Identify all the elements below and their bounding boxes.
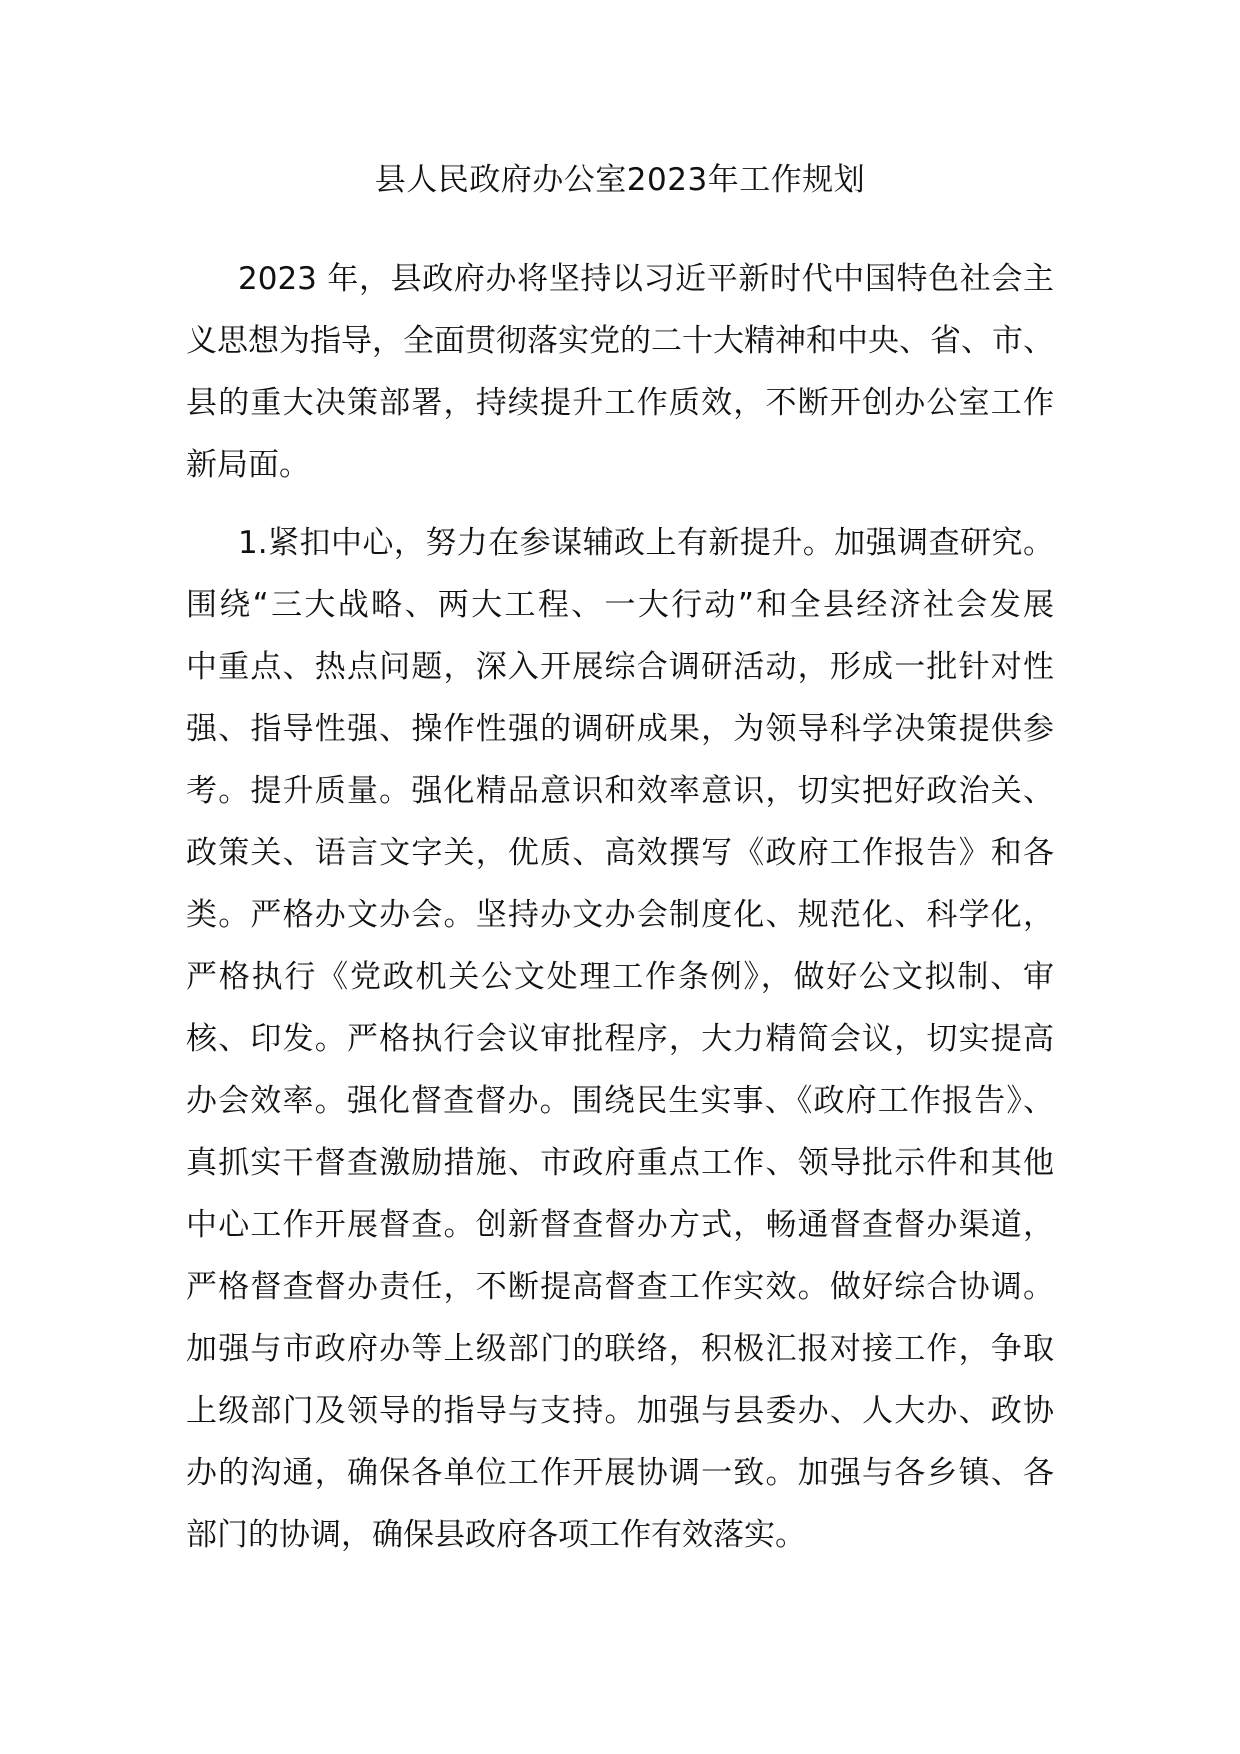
paragraph-line: 加强与市政府办等上级部门的联络，积极汇报对接工作，争取 [186,1331,1054,1367]
paragraph-gap [186,496,1054,512]
paragraph-line: 真抓实干督查激励措施、市政府重点工作、领导批示件和其他 [186,1145,1054,1181]
paragraph-line: 1.紧扣中心，努力在参谋辅政上有新提升。加强调查研究。 [238,525,1054,561]
document-title: 县人民政府办公室2023年工作规划 [374,162,866,198]
paragraph-line: 办会效率。强化督查督办。围绕民生实事、《政府工作报告》、 [186,1083,1054,1119]
paragraph-line: 义思想为指导，全面贯彻落实党的二十大精神和中央、省、市、 [186,323,1054,359]
paragraph-line: 严格执行《党政机关公文处理工作条例》，做好公文拟制、审 [186,959,1054,995]
paragraph-line: 围绕“三大战略、两大工程、一大行动”和全县经济社会发展 [186,587,1054,623]
paragraph-line: 考。提升质量。强化精品意识和效率意识，切实把好政治关、 [186,773,1054,809]
paragraph-line: 中重点、热点问题，深入开展综合调研活动，形成一批针对性 [186,649,1054,685]
paragraph-line: 2023 年，县政府办将坚持以习近平新时代中国特色社会主 [238,261,1054,297]
paragraph-line: 严格督查督办责任，不断提高督查工作实效。做好综合协调。 [186,1269,1054,1305]
paragraph-line: 类。严格办文办会。坚持办文办会制度化、规范化、科学化， [186,897,1054,933]
section-1-paragraph [186,512,1054,1566]
paragraph-line: 中心工作开展督查。创新督查督办方式，畅通督查督办渠道， [186,1207,1054,1243]
paragraph-line: 新局面。 [186,447,310,483]
paragraph-line: 上级部门及领导的指导与支持。加强与县委办、人大办、政协 [186,1393,1054,1429]
document-body [186,248,1054,1566]
paragraph-line: 核、印发。严格执行会议审批程序，大力精简会议，切实提高 [186,1021,1054,1057]
paragraph-line: 县的重大决策部署，持续提升工作质效，不断开创办公室工作 [186,385,1054,421]
intro-paragraph [186,248,1054,496]
paragraph-line: 部门的协调，确保县政府各项工作有效落实。 [186,1517,806,1553]
paragraph-line: 强、指导性强、操作性强的调研成果，为领导科学决策提供参 [186,711,1054,747]
paragraph-line: 办的沟通，确保各单位工作开展协调一致。加强与各乡镇、各 [186,1455,1054,1491]
paragraph-line: 政策关、语言文字关，优质、高效撰写《政府工作报告》和各 [186,835,1054,871]
